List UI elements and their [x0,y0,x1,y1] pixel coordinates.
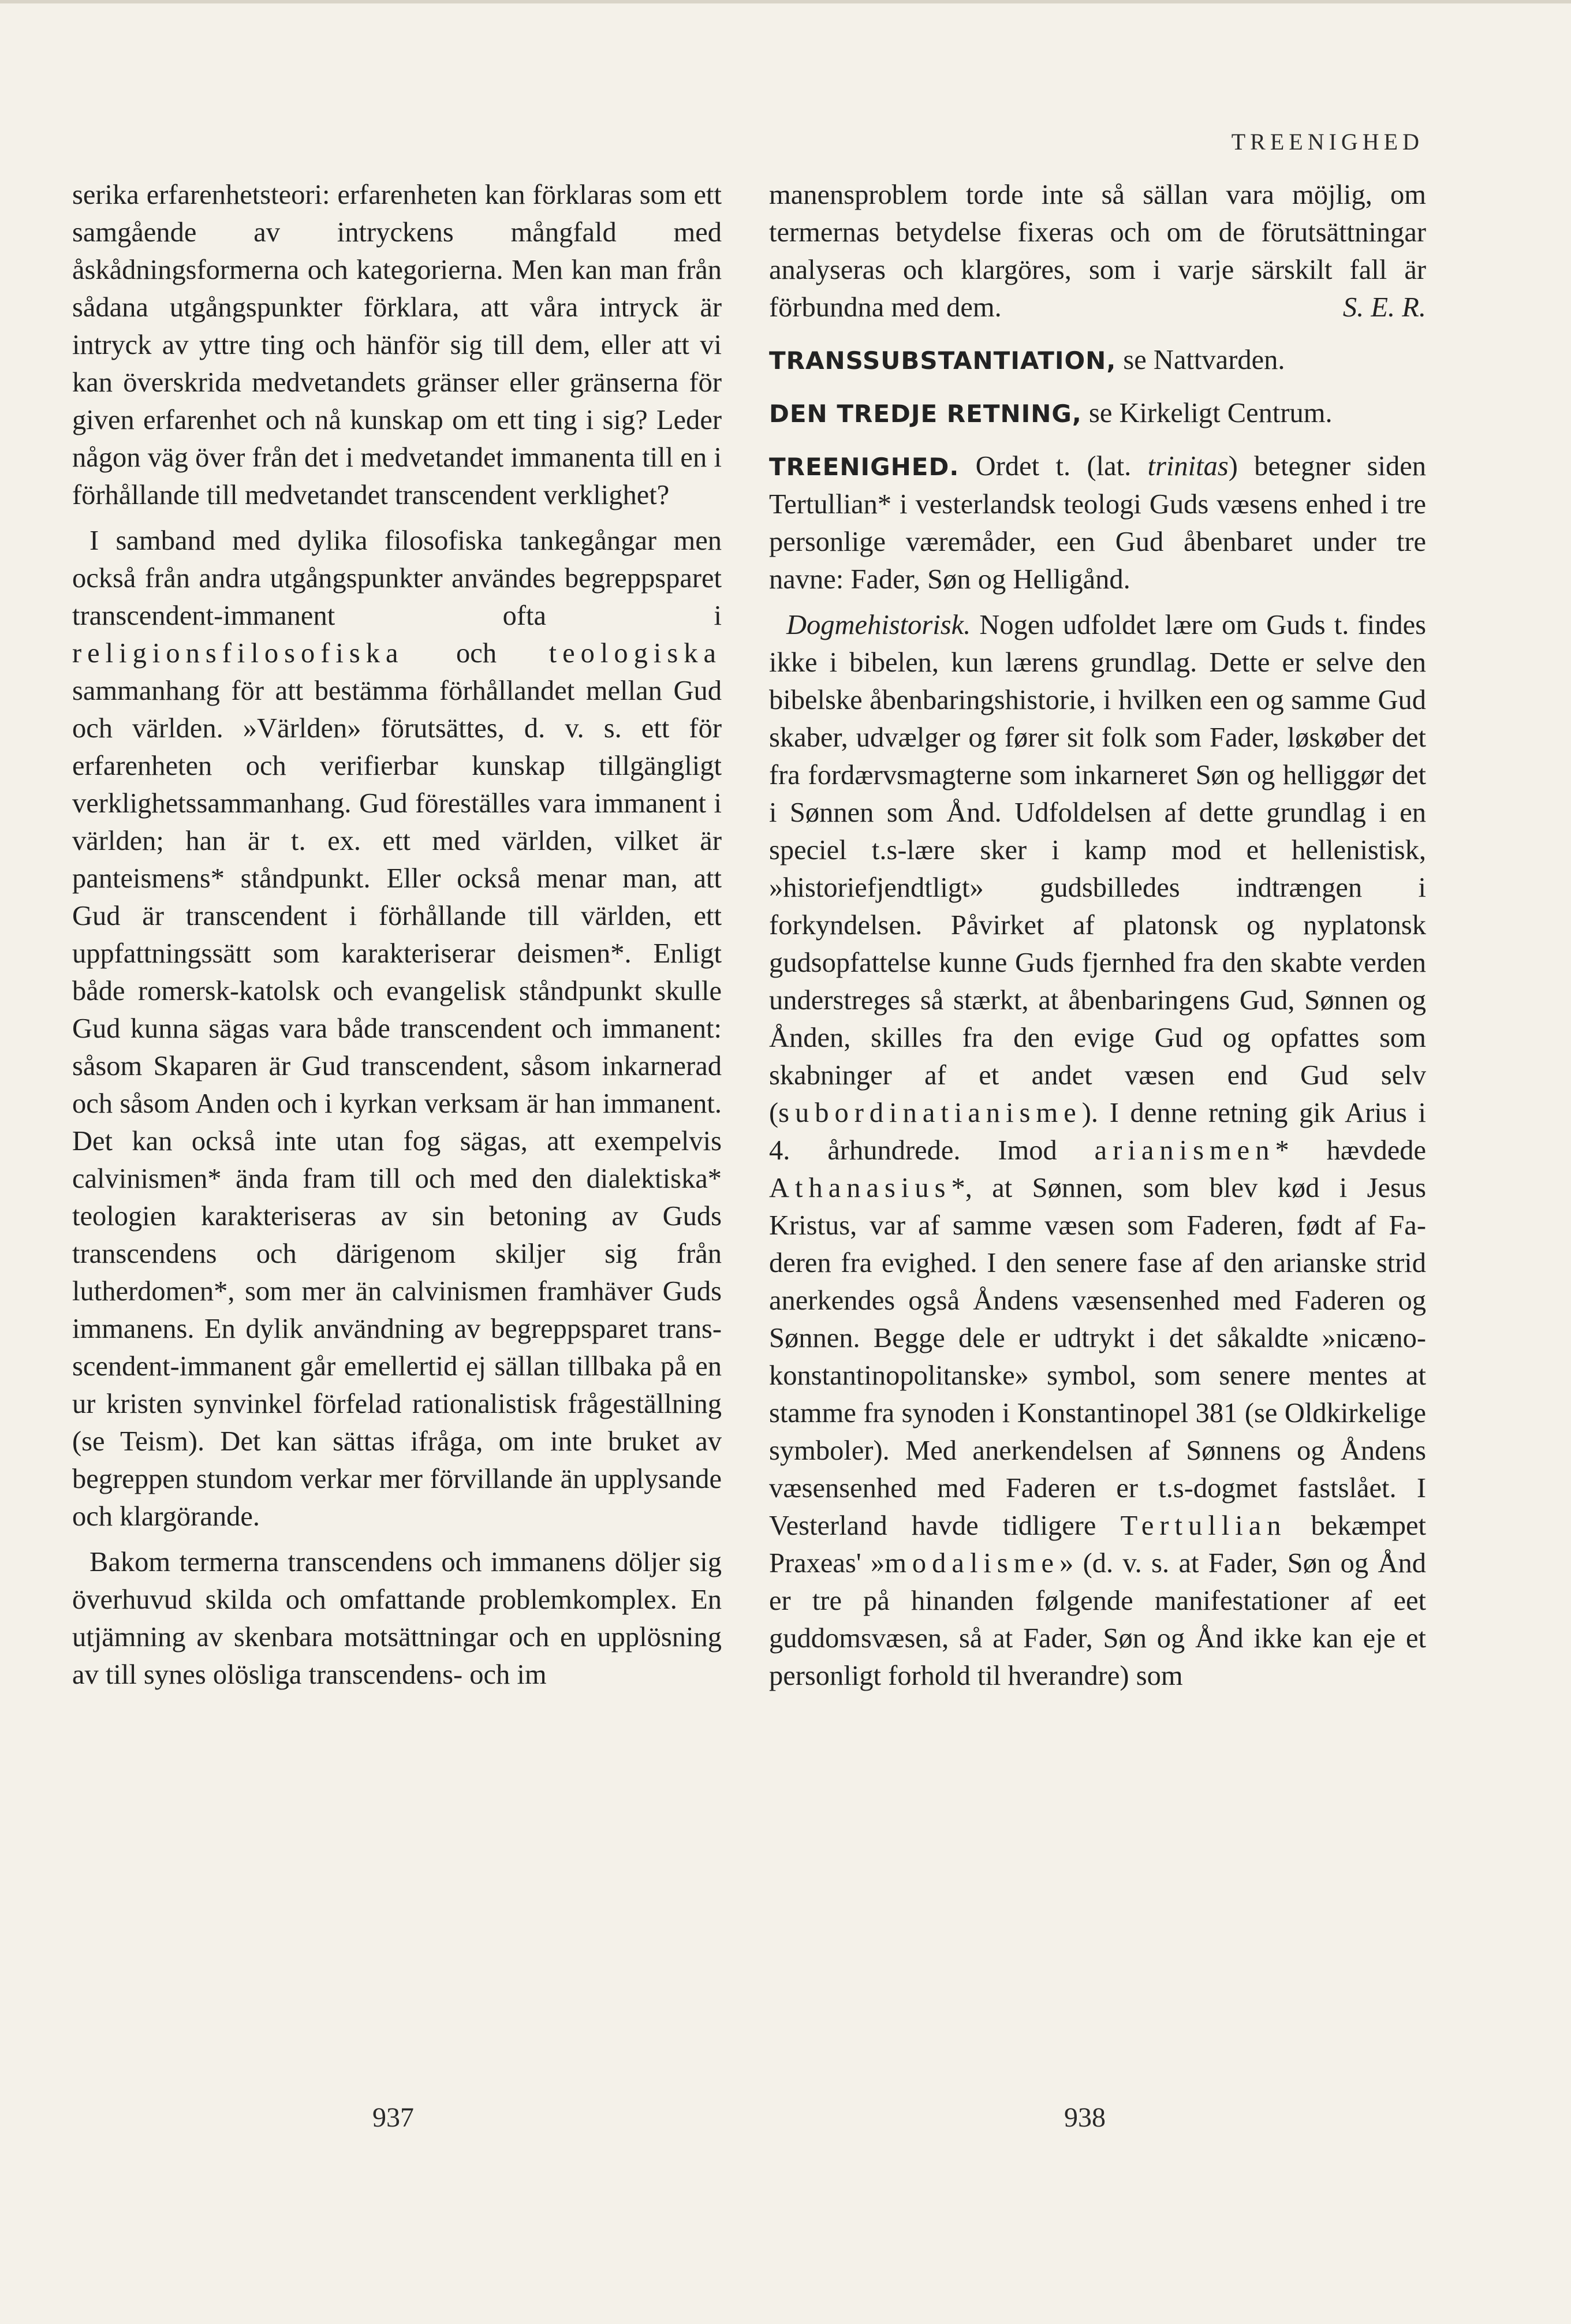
left-paragraph-2: I samband med dylika filosofiska tankegångar men också från andra utgångspunkter användes begreppsparet transcendent-immanent ofta i religionsfilosofiska och teologiska sammanhang för att bestämma förhållandet mellan Gud och världen. »Världen» förutsättes, d. v. s. ett för erfarenheten och verifierbar kunskap tillgängligt verklighetssammanhang. Gud föreställes vara immanent i världen; han är t. ex. ett med världen, vilket är panteismens* ståndpunkt. Eller också menar man, att Gud är transcendent i förhållande till världen, ett uppfattningssätt som karakteriserar deismen*. Enligt både romersk-katolsk och evangelisk ståndpunkt skulle Gud kunna sägas vara både transcendent och immanent: såsom Skaparen är Gud transcendent, såsom inkarnerad och såsom Anden och i kyrkan verksam är han immanent. Det kan också inte utan fog sägas, att exempelvis calvinismen* ända fram till och med den dialektiska* teologien karakteriseras av sin betoning av Guds transcendens och därigenom skiljer sig från lutherdomen*, som mer än calvinismen framhäver Guds immanens. En dylik användning av begreppsparet transscendent-immanent går emellertid ej sällan tillbaka på en ur kristen synvinkel förfelad rationalistisk frågeställning (se Teism). Det kan sättas ifråga, om inte bruket av begreppen stundom verkar mer förvillande än upplysande och klargörande. [72,525,722,1532]
page-number-left: 937 [372,2102,414,2133]
spaced-term-religionsfilosofiska: religionsfilosofiska [72,638,404,669]
page-top-edge [0,0,1571,3]
page-number-right: 938 [1064,2102,1106,2133]
entry-heading: DEN TREDJE RETNING, [769,400,1082,428]
entry-heading: TRANSSUBSTANTIATION, [769,346,1117,375]
left-paragraph-1: serika erfarenhetsteori: erfarenheten kan förklaras som ett samgående av intryckens mångfald med åskådningsformerna och kategorierna. Men kan man från sådana utgångspunkter förklara, att våra intryck är intryck av yttre ting och hänför sig till dem, eller att vi kan överskrida medvetandets gränser eller gränserna för given erfarenhet och nå kunskap om ett ting i sig? Leder någon väg över från det i medvetandet immanenta till en i förhållande till medvetandet transcendent verklighet? [72,180,722,510]
entry-transsubstantiation: TRANSSUBSTANTIATION, se Nattvarden. [769,345,1285,375]
left-paragraph-3: Bakom termerna transcendens och immanens döljer sig överhuvud skilda och omfattande problemkomplex. En utjämning av skenbara motsättningar och en upplösning av till synes olösliga transcendens- och im [72,1547,722,1690]
entry-den-tredje-retning: DEN TREDJE RETNING, se Kirkeligt Centrum. [769,398,1333,428]
author-signature: S. E. R. [1342,292,1426,323]
entry-treenighed: TREENIGHED. Ordet t. (lat. trinitas) betegner siden Tertullian* i vesterlandsk teologi Guds væsens enhed i tre personlige væremåder, een Gud åbenbaret under tre navne: Fader, Søn og Helligånd. [769,451,1427,595]
spaced-term-teologiska: teologiska [548,638,722,669]
right-paragraph-1: manensproblem torde inte så sällan vara möjlig, om termernas betydelse fixeras och om de förutsättningar analyseras och klargöres, som i varje särskilt fall är förbundna med dem. [769,180,1426,323]
right-paragraph-dogmehistorisk: Dogmehistorisk. Nogen udfoldet lære om Guds t. findes ikke i bibelen, kun lærens grundlag. Dette er selve den bibelske åbenbaringshistorie, i hvilken een og samme Gud skaber, udvælger og fører sit folk som Fader, løskøber det fra fordærvsmagterne som inkarneret Søn og helliggør det i Sønnen som Ånd. Udfoldelsen af dette grundlag i en speciel t.s-lære sker i kamp mod et hellenistisk, »historiefjendtligt» gudsbilledes indtrængen i forkyndelsen. Påvirket af platonsk og nyplatonsk gudsopfattelse kunne Guds fjernhed fra den skabte verden understreges så stærkt, at åbenbaringens Gud, Sønnen og Ånden, skilles fra den evige Gud og opfattes som skabninger af et andet væsen end Gud selv (subordinatianisme). I denne retning gik Arius i 4. århundrede. Imod arianismen* hævdede Athanasius*, at Sønnen, som blev kød i Jesus Kristus, var af samme væsen som Faderen, født af Faderen fra evighed. I den senere fase af den arianske strid anerkendes også Åndens væsensenhed med Faderen og Sønnen. Begge dele er udtrykt i det såkaldte »nicæno-konstantinopolitanske» symbol, som senere mentes at stamme fra synoden i Konstantinopel 381 (se Oldkirkelige symboler). Med anerkendelsen af Sønnens og Åndens væsensenhed med Faderen er t.s-dogmet fastslået. I Vesterland havde tidligere Tertullian bekæmpet Praxeas' »modalisme» (d. v. s. at Fader, Søn og Ånd er tre på hinanden følgende manifestationer af eet guddomsvæsen, så at Fader, Søn og Ånd ikke kan eje et personligt forhold til hverandre) som [769,610,1427,1691]
left-column [72,176,722,1693]
entry-heading: TREENIGHED. [769,453,960,481]
right-column [769,176,1426,1695]
running-head: TREENIGHED [1231,129,1424,155]
subheading-dogmehistorisk: Dogmehistorisk. [786,610,971,640]
